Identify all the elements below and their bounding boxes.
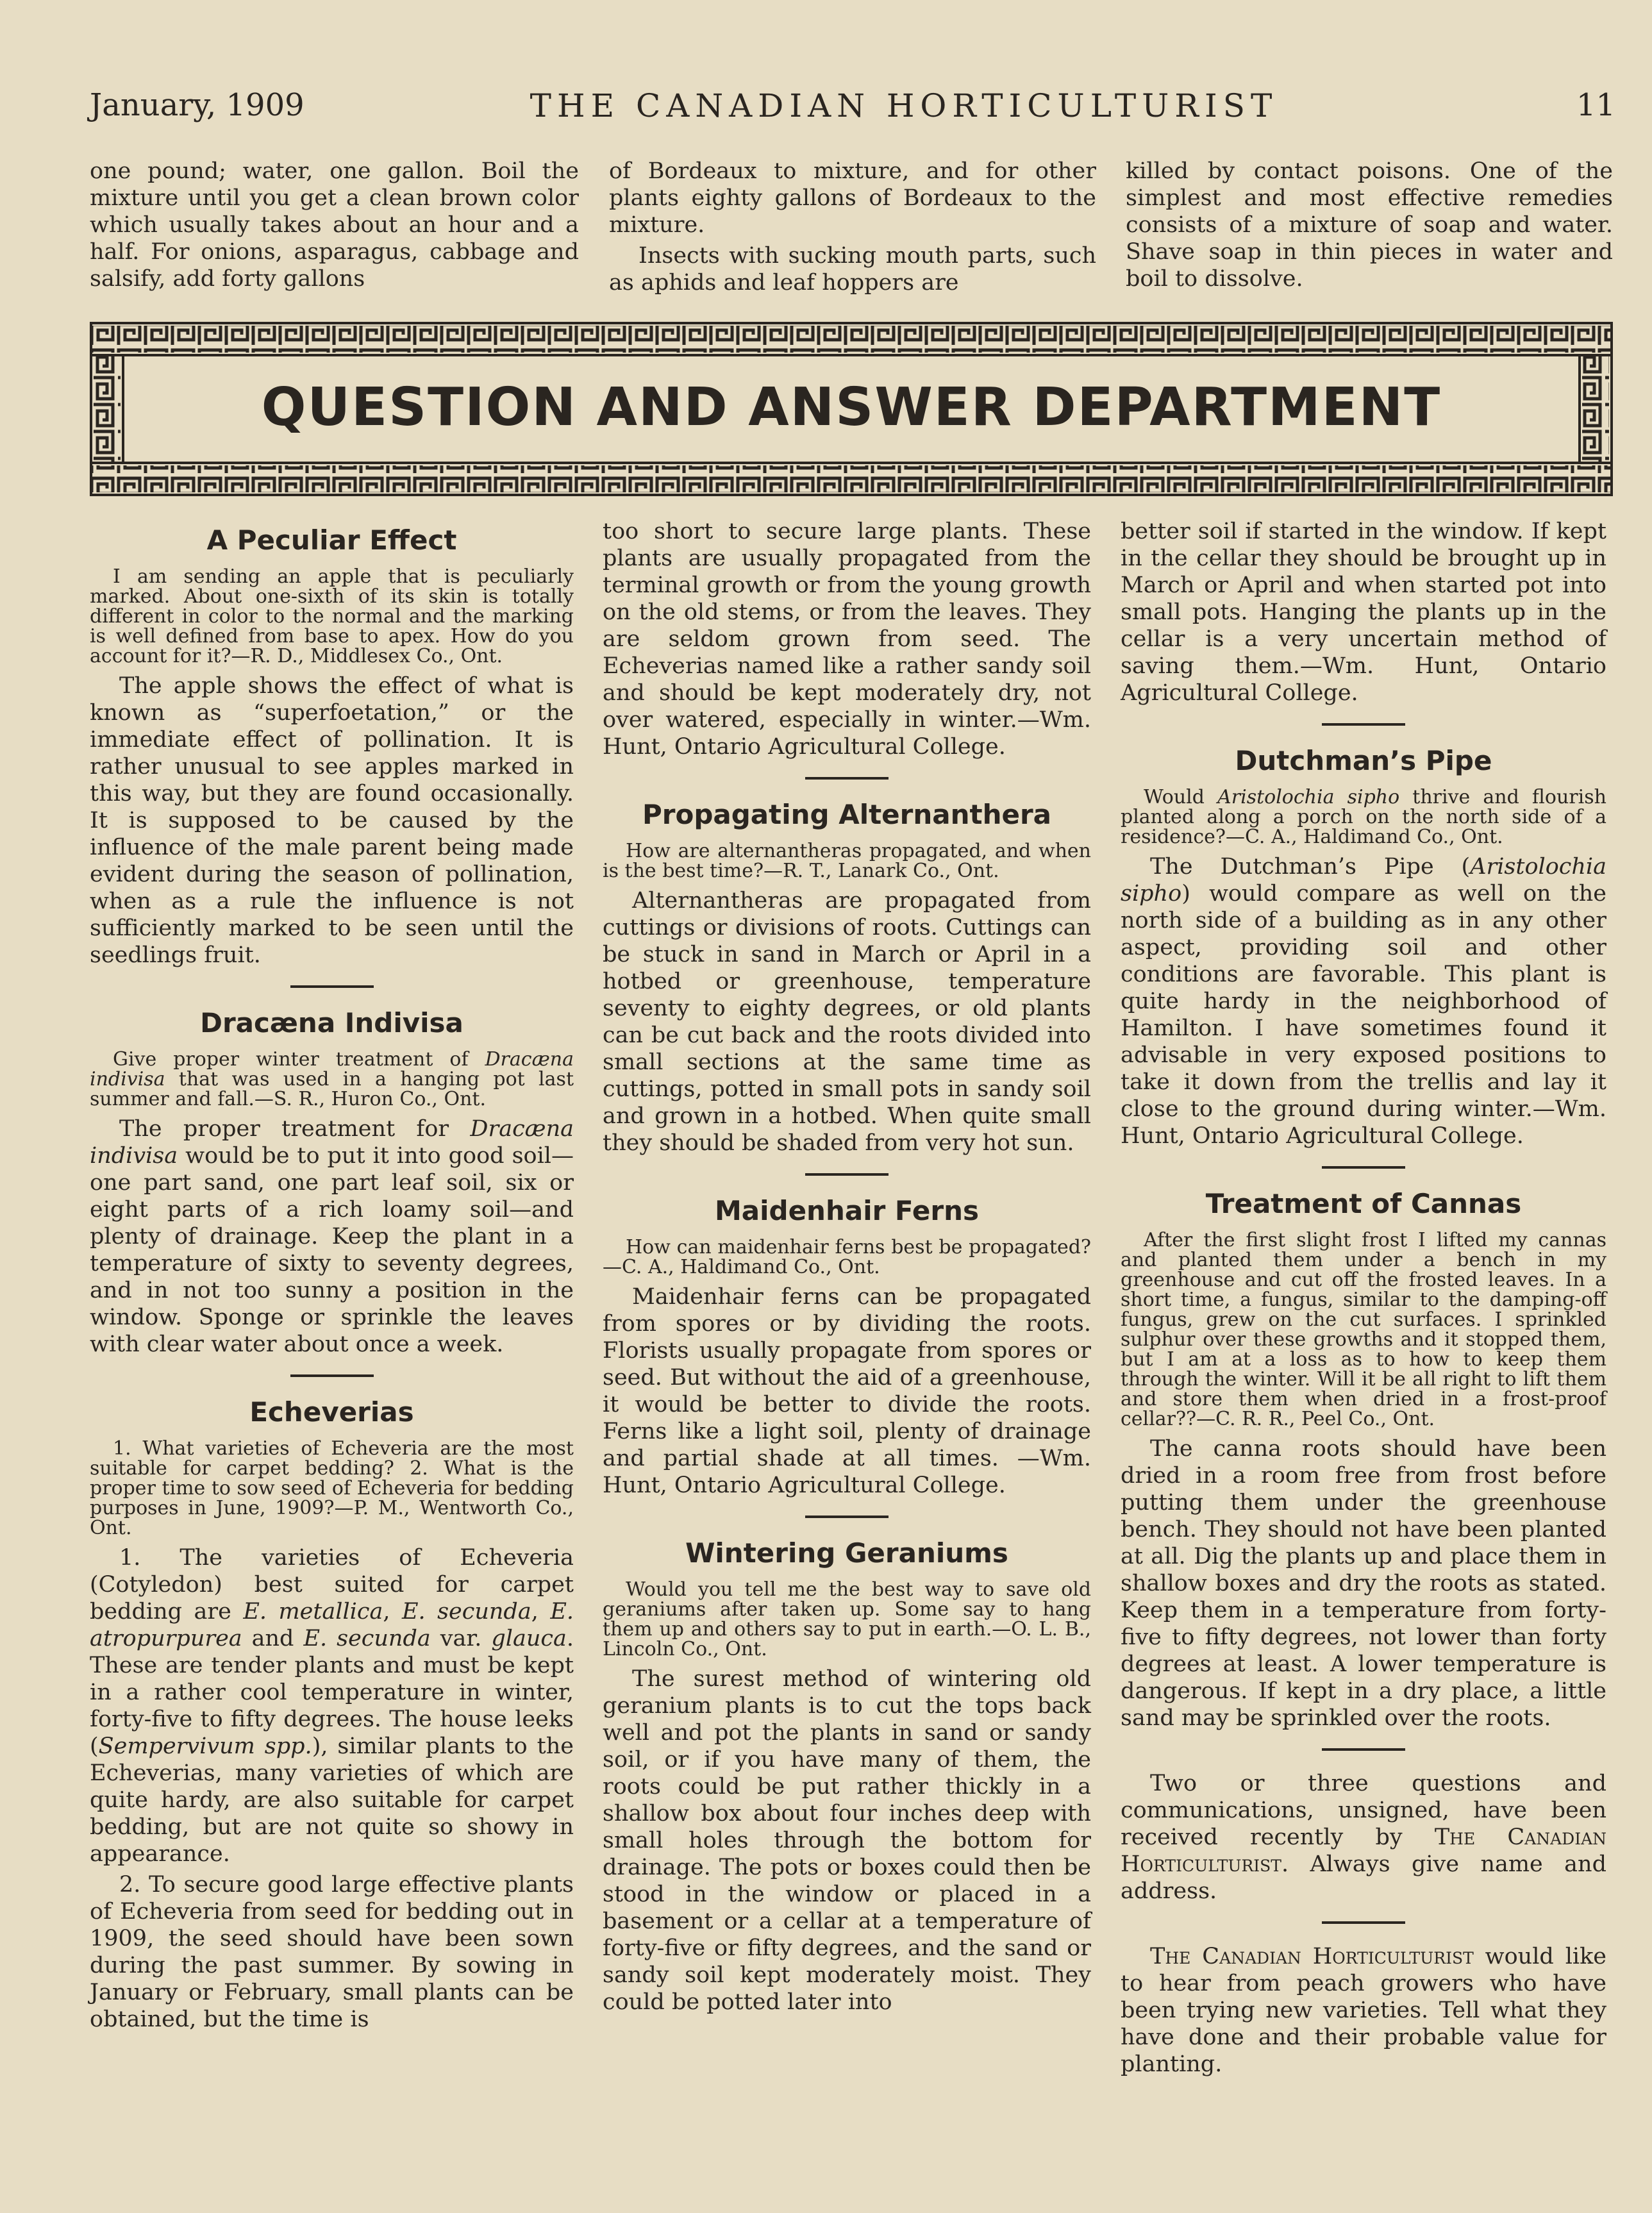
article-title: Dutchman’s Pipe [1235,745,1492,776]
answer-paragraph: The surest method of wintering old geranium plants is to cut the tops back well and pot the plants in sand or sandy soil, or if you have many of them, the roots could be put rather thickly in a shallow box about four inches deep with small holes through the bottom for drainage. The pots or boxes could then be stood in the window or placed in a basement or a cellar at a temperature of forty-five or fifty degrees, and the sand or sandy soil kept moderately moist. They could be potted later into [603,1666,1091,2015]
article-title: Maidenhair Ferns [714,1195,980,1226]
section-divider [290,1374,374,1377]
section-divider [1322,1921,1405,1924]
article-column-2 [603,518,1091,2019]
reader-question: After the first slight frost I lifted my cannas and planted them under a bench in my greenhouse and cut off the frosted leaves. In a short time, a fungus, similar to the damping-off fungus, grew on the cut surfaces. I sprinkled sulphur over these growths and it stopped them, but I am at a loss as to how to keep them through the winter. Will it be all right to lift them and store them when dried in a frost-proof cellar??—C. R. R., Peel Co., Ont. [1121,1229,1606,1430]
reader-question: Would you tell me the best way to save old geraniums after taken up. Some say to hang them up and others say to put in earth.—O. L. B., Lincoln Co., Ont. [603,1578,1091,1660]
answer-paragraph: better soil if started in the window. If kept in the cellar they should be brought up in March or April and when started pot into small pots. Hanging the plants up in the cellar is a very uncertain method of saving them.—Wm. Hunt, Ontario Agricultural College. [1121,519,1606,706]
intro-column-2 [609,158,1096,300]
article-column-3 [1121,518,1606,2082]
editorial-notice: The Canadian Horticulturist would like to hear from peach growers who have been trying new varieties. Tell what they have done and their probable value for planting. [1121,1944,1607,2077]
answer-paragraph: too short to secure large plants. These plants are usually propagated from the terminal growth or from the young growth on the old stems, or from the leaves. They are seldom grown from seed. The Echeverias named like a rather sandy soil and should be kept moderately dry, not over watered, especially in winter.—Wm. Hunt, Ontario Agricultural College. [603,519,1091,760]
editorial-notice: Two or three questions and communications, unsigned, have been received recently by The Canadian Horticulturist. Always give name and address. [1121,1771,1606,1904]
intro-paragraph: Insects with sucking mouth parts, such as aphids and leaf hoppers are [609,243,1096,296]
answer-paragraph: The apple shows the effect of what is known as “superfoetation,” or the immediate effect of pollination. It is rather unusual to see apples marked in this way, but they are found occasionally. It is supposed to be caused by the influence of the male parent being made evident during the season of pollination, when as a rule the influence is not sufficiently marked to be seen until the seedlings fruit. [90,673,574,968]
intro-paragraph: killed by contact poisons. One of the simplest and most effective remedies consists of a mixture of soap and water. Shave soap in thin pieces in water and boil to dissolve. [1126,158,1613,292]
section-divider [1322,723,1405,726]
reader-question: Give proper winter treatment of Dracæna indivisa that was used in a hanging pot last summer and fall.—S. R., Huron Co., Ont. [90,1048,574,1110]
department-title: QUESTION AND ANSWER DEPARTMENT [261,377,1442,438]
section-divider [805,777,889,780]
intro-paragraph: one pound; water, one gallon. Boil the mixture until you get a clean brown color which usually takes about an hour and a half. For onions, asparagus, cabbage and salsify, add forty gallons [90,158,579,292]
answer-paragraph: The canna roots should have been dried in a room free from frost before putting them under the greenhouse bench. They should not have been planted at all. Dig the plants up and place them in shallow boxes and dry the roots as stated. Keep them in a temperature from forty-five to fifty degrees, not lower than forty degrees at least. A lower temperature is dangerous. If kept in a dry place, a little sand may be sprinkled over the roots. [1121,1436,1606,1731]
section-divider [805,1173,889,1176]
answer-paragraph: Maidenhair ferns can be propagated from spores or by dividing the roots. Florists usually propagate from spores or seed. But without the aid of a greenhouse, it would be better to divide the roots. Ferns like a light soil, plenty of drainage and partial shade at all times. —Wm. Hunt, Ontario Agricultural College. [603,1284,1091,1498]
article-title: Propagating Alternanthera [642,799,1052,830]
article-title: Wintering Geraniums [685,1537,1008,1569]
article-column-1 [90,513,574,2037]
article-title: Treatment of Cannas [1205,1188,1522,1219]
article-title: Echeverias [249,1396,414,1428]
intro-column-3 [1126,158,1613,296]
reader-question: How can maidenhair ferns best be propagated?—C. A., Haldimand Co., Ont. [603,1236,1091,1278]
answer-paragraph: Alternantheras are propagated from cuttings or divisions of roots. Cuttings can be stuck in sand in March or April in a hotbed or greenhouse, temperature seventy to eighty degrees, or old plants can be cut back and the roots divided into small sections at the same time as cuttings, potted in small pots in sandy soil and grown in a hotbed. When quite small they should be shaded from very hot sun. [603,888,1091,1156]
issue-date: January, 1909 [90,87,305,123]
department-banner [90,322,1613,496]
article-title: A Peculiar Effect [206,524,457,556]
answer-paragraph: The Dutchman’s Pipe (Aristolochia sipho) would compare as well on the north side of a building as in any other aspect, providing soil and other conditions are favorable. This plant is quite hardy in the neighborhood of Hamilton. I have sometimes found it advisable in very exposed positions to take it down from the trellis and lay it close to the ground during winter.—Wm. Hunt, Ontario Agricultural College. [1121,854,1606,1149]
reader-question: 1. What varieties of Echeveria are the most suitable for carpet bedding? 2. What is the proper time to sow seed of Echeveria for bedding purposes in June, 1909?—P. M., Wentworth Co., Ont. [90,1437,574,1539]
running-header [90,87,1615,132]
reader-question: How are alternantheras propagated, and when is the best time?—R. T., Lanark Co., Ont. [603,840,1091,882]
reader-question: Would Aristolochia sipho thrive and flourish planted along a porch on the north side of a residence?—C. A., Haldimand Co., Ont. [1121,786,1606,848]
page-number: 11 [1576,87,1615,123]
answer-paragraph: The proper treatment for Dracæna indivisa would be to put it into good soil—one part sand, one part leaf soil, six or eight parts of a rich loamy soil—and plenty of drainage. Keep the plant in a temperature of sixty to seventy degrees, and in not too sunny a position in the window. Sponge or sprinkle the leaves with clear water about once a week. [90,1116,574,1357]
article-title: Dracæna Indivisa [200,1007,463,1039]
intro-column-1 [90,158,579,296]
section-divider [1322,1166,1405,1169]
section-divider [290,985,374,988]
answer-paragraph: 2. To secure good large effective plants of Echeveria from seed for bedding out in 1909, the seed should have been sown during the past summer. By sowing in January or February, small plants can be obtained, but the time is [90,1872,574,2032]
magazine-title: THE CANADIAN HORTICULTURIST [530,87,1278,124]
reader-question: I am sending an apple that is peculiarly marked. About one-sixth of its skin is totally different in color to the normal and the marking is well defined from base to apex. How do you account for it?—R. D., Middlesex Co., Ont. [90,565,574,667]
section-divider [1322,1748,1405,1751]
section-divider [805,1516,889,1518]
intro-paragraph: of Bordeaux to mixture, and for other plants eighty gallons of Bordeaux to the mixture. [609,158,1096,238]
answer-paragraph: 1. The varieties of Echeveria (Cotyledon) best suited for carpet bedding are E. metallica, E. secunda, E. atropurpurea and E. secunda var. glauca. These are tender plants and must be kept in a rather cool temperature in winter, forty-five to fifty degrees. The house leeks (Sempervivum spp.), similar plants to the Echeverias, many varieties of which are quite hardy, are also suitable for carpet bedding, but are not quite so showy in appearance. [90,1545,574,1867]
